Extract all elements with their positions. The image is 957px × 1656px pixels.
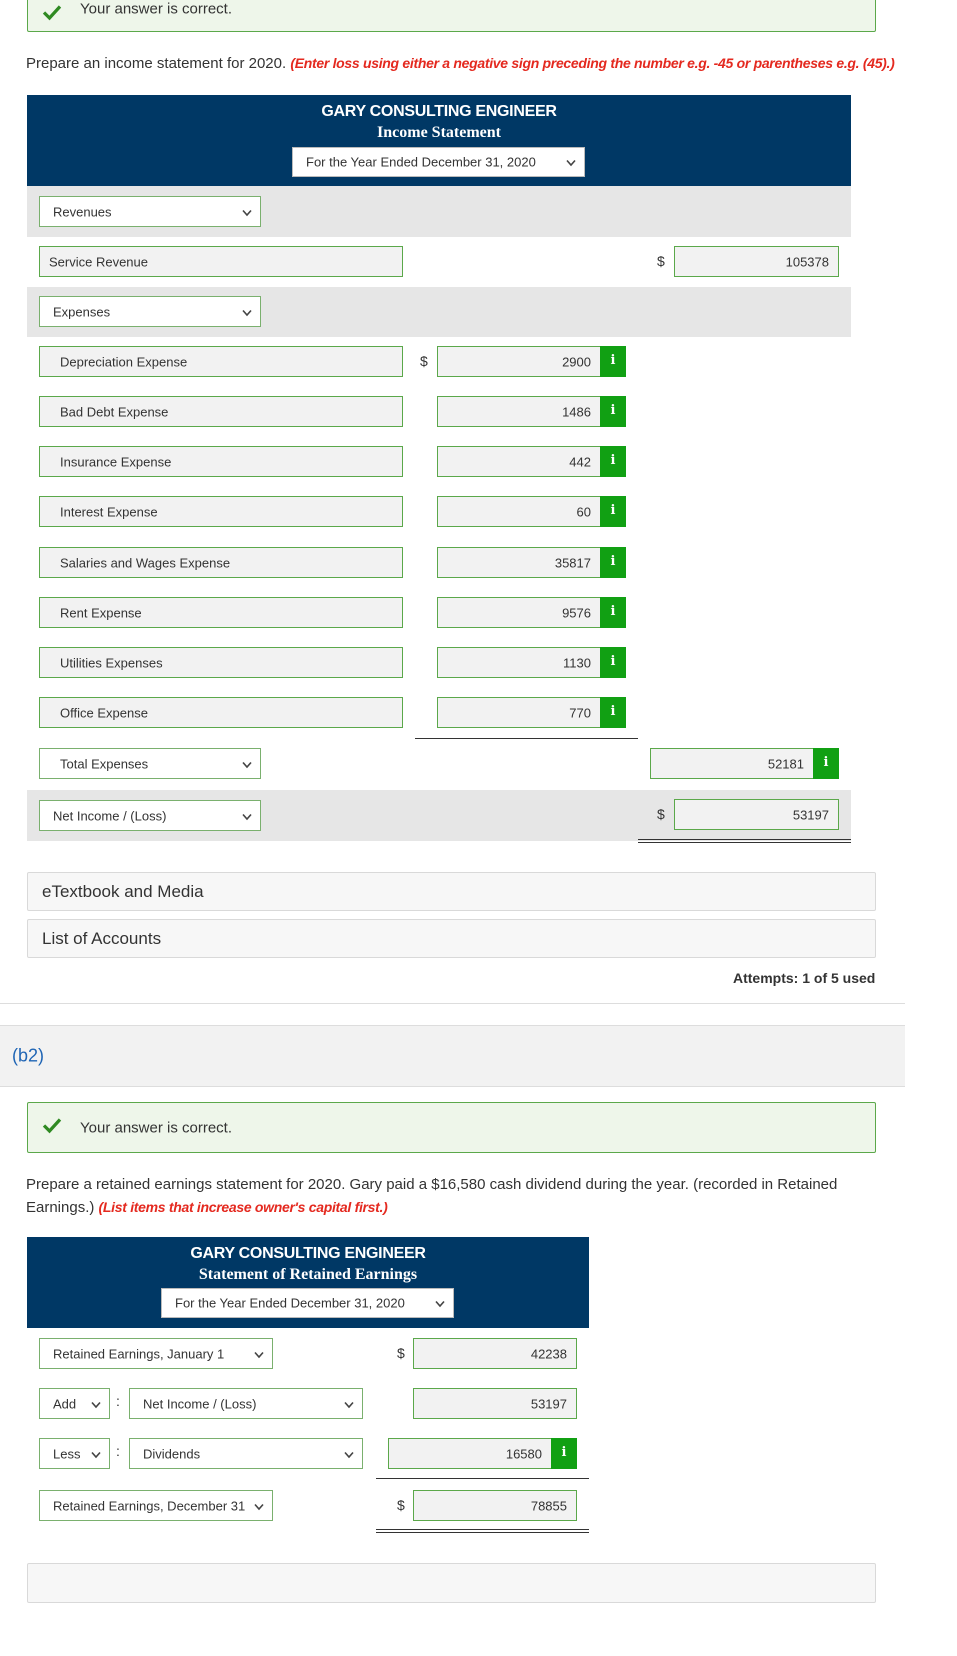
- question-card-bottom-edge: [0, 1003, 905, 1004]
- net-income-amount[interactable]: [674, 799, 839, 830]
- expense-amount-field[interactable]: [437, 496, 626, 527]
- currency-symbol: $: [397, 1497, 405, 1513]
- expense-label: Insurance Expense: [60, 454, 172, 469]
- period-select[interactable]: [292, 147, 585, 177]
- chevron-down-icon: [91, 1396, 101, 1411]
- colon-separator: :: [116, 1443, 120, 1459]
- info-icon[interactable]: i: [600, 496, 626, 527]
- currency-symbol: $: [657, 806, 665, 822]
- chevron-down-icon: [254, 1346, 264, 1361]
- chevron-down-icon: [344, 1396, 354, 1411]
- info-icon[interactable]: i: [600, 396, 626, 427]
- info-icon[interactable]: i: [600, 446, 626, 477]
- expense-amount-field[interactable]: [437, 547, 626, 578]
- expense-label: Rent Expense: [60, 605, 142, 620]
- expense-label: Office Expense: [60, 705, 148, 720]
- expense-label-field[interactable]: [39, 697, 403, 728]
- instruction-note: (Enter loss using either a negative sign preceding the number e.g. -45 or parentheses e.g. (45).): [290, 55, 895, 71]
- ending-retained-earnings-label: Retained Earnings, December 31: [53, 1498, 246, 1513]
- add-item-value: 53197: [530, 1396, 567, 1411]
- info-icon[interactable]: i: [600, 547, 626, 578]
- expenses-heading-select[interactable]: [39, 296, 261, 327]
- chevron-down-icon: [242, 304, 252, 319]
- expense-label-field[interactable]: [39, 346, 403, 377]
- currency-symbol: $: [397, 1345, 405, 1361]
- colon-separator: :: [116, 1393, 120, 1409]
- net-income-label: Net Income / (Loss): [53, 808, 167, 823]
- company-name: GARY CONSULTING ENGINEER: [321, 103, 557, 120]
- checkmark-icon: [42, 1117, 62, 1138]
- feedback-message: Your answer is correct.: [80, 1119, 233, 1136]
- period-select-value: For the Year Ended December 31, 2020: [175, 1295, 405, 1311]
- currency-symbol: $: [420, 353, 428, 369]
- expense-label: Interest Expense: [60, 504, 158, 519]
- expense-amount-field[interactable]: [437, 346, 626, 377]
- instruction-note: (List items that increase owner's capital first.): [98, 1199, 388, 1215]
- statement-header: [27, 95, 851, 186]
- less-item-value: 16580: [505, 1446, 542, 1461]
- list-of-accounts-panel[interactable]: [27, 919, 876, 958]
- add-label: Add: [53, 1396, 77, 1411]
- instruction-text: [26, 1174, 846, 1219]
- less-item-select[interactable]: [129, 1438, 363, 1469]
- ending-retained-earnings-value: 78855: [530, 1498, 567, 1513]
- expense-label: Depreciation Expense: [60, 354, 188, 369]
- expense-label-field[interactable]: [39, 446, 403, 477]
- expense-value: 60: [576, 504, 591, 519]
- expense-value: 2900: [562, 354, 591, 369]
- less-item-amount[interactable]: [388, 1438, 577, 1469]
- total-expenses-amount[interactable]: [650, 748, 839, 779]
- instruction-main: Prepare a retained earnings statement for 2020. Gary paid a $16,580 cash dividend during the year. (recorded in Retained Earnings.): [26, 1176, 838, 1216]
- beginning-retained-earnings-select[interactable]: [39, 1338, 273, 1369]
- revenues-heading-select[interactable]: [39, 196, 261, 227]
- info-icon[interactable]: i: [600, 647, 626, 678]
- currency-symbol: $: [657, 253, 665, 269]
- expenses-heading-value: Expenses: [53, 304, 111, 319]
- chevron-down-icon: [242, 204, 252, 219]
- ending-retained-earnings-select[interactable]: [39, 1490, 273, 1521]
- expense-amount-field[interactable]: [437, 647, 626, 678]
- expense-amount-field[interactable]: [437, 597, 626, 628]
- add-item-amount[interactable]: [413, 1388, 577, 1419]
- double-underline-bottom: [376, 1532, 589, 1533]
- expense-value: 442: [569, 454, 591, 469]
- less-label: Less: [53, 1446, 81, 1461]
- total-expenses-select[interactable]: [39, 748, 261, 779]
- chevron-down-icon: [91, 1446, 101, 1461]
- expense-label-field[interactable]: [39, 547, 403, 578]
- feedback-correct-banner: [27, 0, 876, 32]
- service-revenue-value: 105378: [785, 254, 829, 269]
- list-of-accounts-label: List of Accounts: [42, 928, 162, 948]
- add-item-select[interactable]: [129, 1388, 363, 1419]
- chevron-down-icon: [566, 155, 576, 170]
- net-income-select[interactable]: [39, 800, 261, 831]
- less-select[interactable]: [39, 1438, 110, 1469]
- chevron-down-icon: [344, 1446, 354, 1461]
- expense-value: 9576: [562, 605, 591, 620]
- expense-value: 770: [569, 705, 591, 720]
- expense-value: 35817: [554, 555, 591, 570]
- attempts-counter: Attempts: 1 of 5 used: [733, 970, 876, 986]
- feedback-correct-banner: [27, 1102, 876, 1153]
- beginning-retained-earnings-amount[interactable]: [413, 1338, 577, 1369]
- checkmark-icon: [42, 5, 62, 26]
- info-icon[interactable]: i: [551, 1438, 577, 1469]
- double-underline-bottom: [638, 842, 851, 843]
- etextbook-label: eTextbook and Media: [42, 881, 204, 901]
- total-expenses-label: Total Expenses: [60, 756, 149, 771]
- chevron-down-icon: [242, 756, 252, 771]
- feedback-message: Your answer is correct.: [80, 0, 233, 18]
- chevron-down-icon: [254, 1498, 264, 1513]
- next-panel-edge: [27, 1563, 876, 1603]
- net-income-value: 53197: [792, 807, 829, 822]
- less-item-label: Dividends: [143, 1446, 201, 1461]
- expense-label: Salaries and Wages Expense: [60, 555, 231, 570]
- expense-amount-field[interactable]: [437, 446, 626, 477]
- service-revenue-amount[interactable]: [674, 246, 839, 277]
- expense-label-field[interactable]: [39, 647, 403, 678]
- add-select[interactable]: [39, 1388, 110, 1419]
- expense-label-field[interactable]: [39, 396, 403, 427]
- add-item-label: Net Income / (Loss): [143, 1396, 257, 1411]
- expense-amount-field[interactable]: [437, 396, 626, 427]
- expense-value: 1130: [563, 655, 591, 670]
- expense-label: Utilities Expenses: [60, 655, 163, 670]
- beginning-retained-earnings-label: Retained Earnings, January 1: [53, 1346, 225, 1361]
- info-icon[interactable]: i: [600, 346, 626, 377]
- ending-retained-earnings-amount[interactable]: [413, 1490, 577, 1521]
- subtotal-underline: [376, 1478, 589, 1479]
- part-b2-header: [0, 1025, 905, 1087]
- statement-header: [27, 1237, 589, 1328]
- expense-label-field[interactable]: [39, 597, 403, 628]
- expense-label-field[interactable]: [39, 496, 403, 527]
- chevron-down-icon: [435, 1296, 445, 1311]
- company-name: GARY CONSULTING ENGINEER: [190, 1245, 426, 1262]
- statement-title: Income Statement: [377, 124, 501, 141]
- info-icon[interactable]: i: [600, 597, 626, 628]
- instruction-text: [26, 52, 926, 75]
- revenues-heading-value: Revenues: [53, 204, 112, 219]
- expense-value: 1486: [562, 404, 591, 419]
- period-select[interactable]: [161, 1288, 454, 1318]
- total-expenses-value: 52181: [767, 756, 804, 771]
- etextbook-panel[interactable]: [27, 872, 876, 911]
- period-select-value: For the Year Ended December 31, 2020: [306, 154, 536, 170]
- beginning-retained-earnings-value: 42238: [530, 1346, 567, 1361]
- service-revenue-field[interactable]: [39, 246, 403, 277]
- double-underline-top: [638, 839, 851, 840]
- part-label: (b2): [12, 1045, 45, 1066]
- statement-title: Statement of Retained Earnings: [198, 1266, 418, 1283]
- expense-amount-field[interactable]: [437, 697, 626, 728]
- subtotal-underline: [415, 738, 638, 739]
- instruction-main: Prepare an income statement for 2020.: [26, 55, 287, 72]
- chevron-down-icon: [242, 808, 252, 823]
- expense-label: Bad Debt Expense: [60, 404, 169, 419]
- service-revenue-label: Service Revenue: [49, 254, 148, 269]
- double-underline-top: [376, 1529, 589, 1530]
- info-icon[interactable]: i: [600, 697, 626, 728]
- info-icon[interactable]: i: [813, 748, 839, 779]
